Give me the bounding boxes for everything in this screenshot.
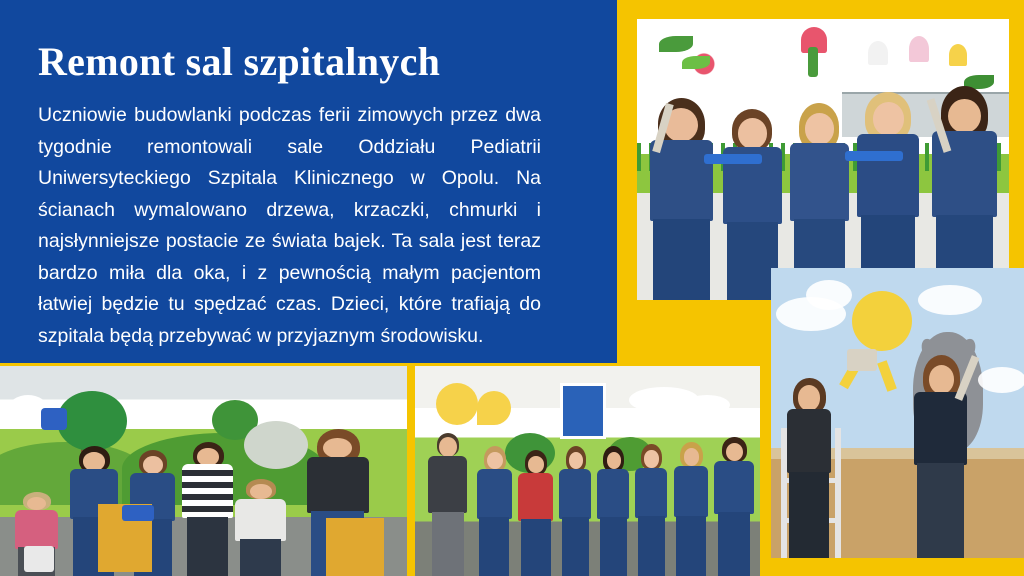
photo-students-painting-wall [0,366,407,576]
photo-group-with-teacher [415,366,760,576]
photo-group-five-students [637,19,1009,300]
photo-ladder-painting [771,268,1024,558]
page-title: Remont sal szpitalnych [38,39,441,84]
body-paragraph: Uczniowie budowlanki podczas ferii zimowych przez dwa tygodnie remontowali sale Oddziału Pediatrii Uniwersyteckiego Szpitala Klinicznego w Opolu. Na ścianach wymalowano drzewa, krzaczki, chmurki i najsłynniejsze postacie ze świata bajek. Ta sala jest teraz bardzo miła dla oka, i z pewnością małym pacjentom łatwiej będzie tu spędzać czas. Dzieci, które trafiają do szpitala będą przebywać w przyjaznym środowisku. [38,104,541,348]
